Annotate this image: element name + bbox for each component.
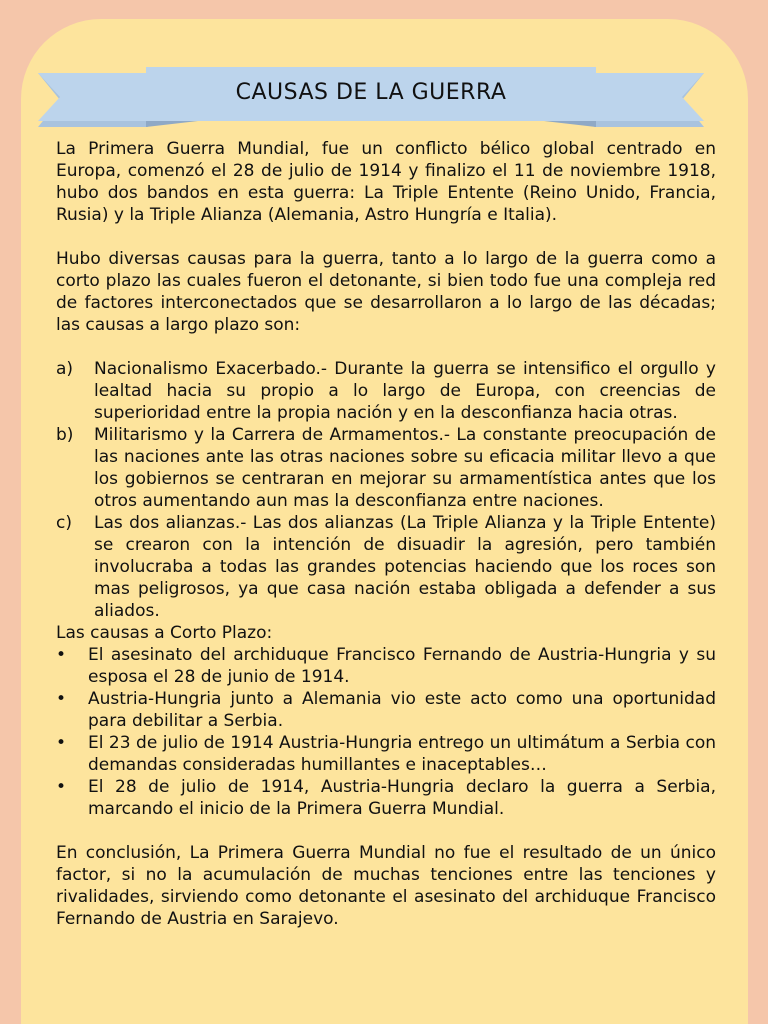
long-term-causes-list: [56, 358, 716, 622]
list-item: [56, 358, 716, 424]
list-item: [56, 424, 716, 512]
short-term-heading: Las causas a Corto Plazo:: [56, 623, 273, 643]
bullet-icon: •: [56, 645, 67, 665]
list-item-text: Las dos alianzas.- Las dos alianzas (La Triple Alianza y la Triple Entente) se crearon con la intención de disuadir la agresión, pero también involucraba a todas las grandes potencias haciendo que los roces son mas peligrosos, ya que casa nación estaba obligada a defender a sus aliados.: [94, 513, 716, 621]
list-item-text: El 28 de julio de 1914, Austria-Hungria declaro la guerra a Serbia, marcando el inicio de la Primera Guerra Mundial.: [88, 777, 716, 819]
list-item: [56, 512, 716, 622]
list-item: [56, 644, 716, 688]
bullet-icon: •: [56, 689, 67, 709]
list-item-text: Austria-Hungria junto a Alemania vio este acto como una oportunidad para debilitar a Serbia.: [88, 689, 716, 731]
page-title: CAUSAS DE LA GUERRA: [235, 80, 507, 105]
list-item-text: El asesinato del archiduque Francisco Fernando de Austria-Hungria y su esposa el 28 de junio de 1914.: [88, 645, 716, 687]
list-marker: b): [56, 425, 74, 445]
intro-paragraph: La Primera Guerra Mundial, fue un conflicto bélico global centrado en Europa, comenzó el 28 de julio de 1914 y finalizo el 11 de noviembre 1918, hubo dos bandos en esta guerra: La Triple Entente (Reino Unido, Francia, Rusia) y la Triple Alianza (Alemania, Astro Hungría e Italia).: [56, 139, 716, 225]
list-marker: c): [56, 513, 72, 533]
title-banner: [38, 65, 704, 131]
list-marker: a): [56, 359, 74, 379]
document-body: [56, 138, 716, 930]
causes-intro-paragraph: Hubo diversas causas para la guerra, tanto a lo largo de la guerra como a corto plazo las cuales fueron el detonante, si bien todo fue una compleja red de factores interconectados que se desarrollaron a lo largo de las décadas; las causas a largo plazo son:: [56, 249, 716, 335]
list-item: [56, 732, 716, 776]
bullet-icon: •: [56, 777, 67, 797]
list-item-text: Militarismo y la Carrera de Armamentos.- La constante preocupación de las naciones ante las otras naciones sobre su eficacia militar llevo a que los gobiernos se centraran en mejorar su armamentística antes que los otros aumentando aun mas la desconfianza entre naciones.: [94, 425, 716, 511]
list-item-text: El 23 de julio de 1914 Austria-Hungria entrego un ultimátum a Serbia con demandas consideradas humillantes e inaceptables…: [88, 733, 716, 775]
list-item-text: Nacionalismo Exacerbado.- Durante la guerra se intensifico el orgullo y lealtad hacia su propio a lo largo de Europa, con creencias de superioridad entre la propia nación y en la desconfianza hacia otras.: [94, 359, 716, 423]
list-item: [56, 688, 716, 732]
conclusion-paragraph: En conclusión, La Primera Guerra Mundial no fue el resultado de un único factor, si no la acumulación de muchas tenciones entre las tenciones y rivalidades, sirviendo como detonante el asesinato del archiduque Francisco Fernando de Austria en Sarajevo.: [56, 843, 716, 929]
list-item: [56, 776, 716, 820]
short-term-causes-list: [56, 644, 716, 820]
bullet-icon: •: [56, 733, 67, 753]
